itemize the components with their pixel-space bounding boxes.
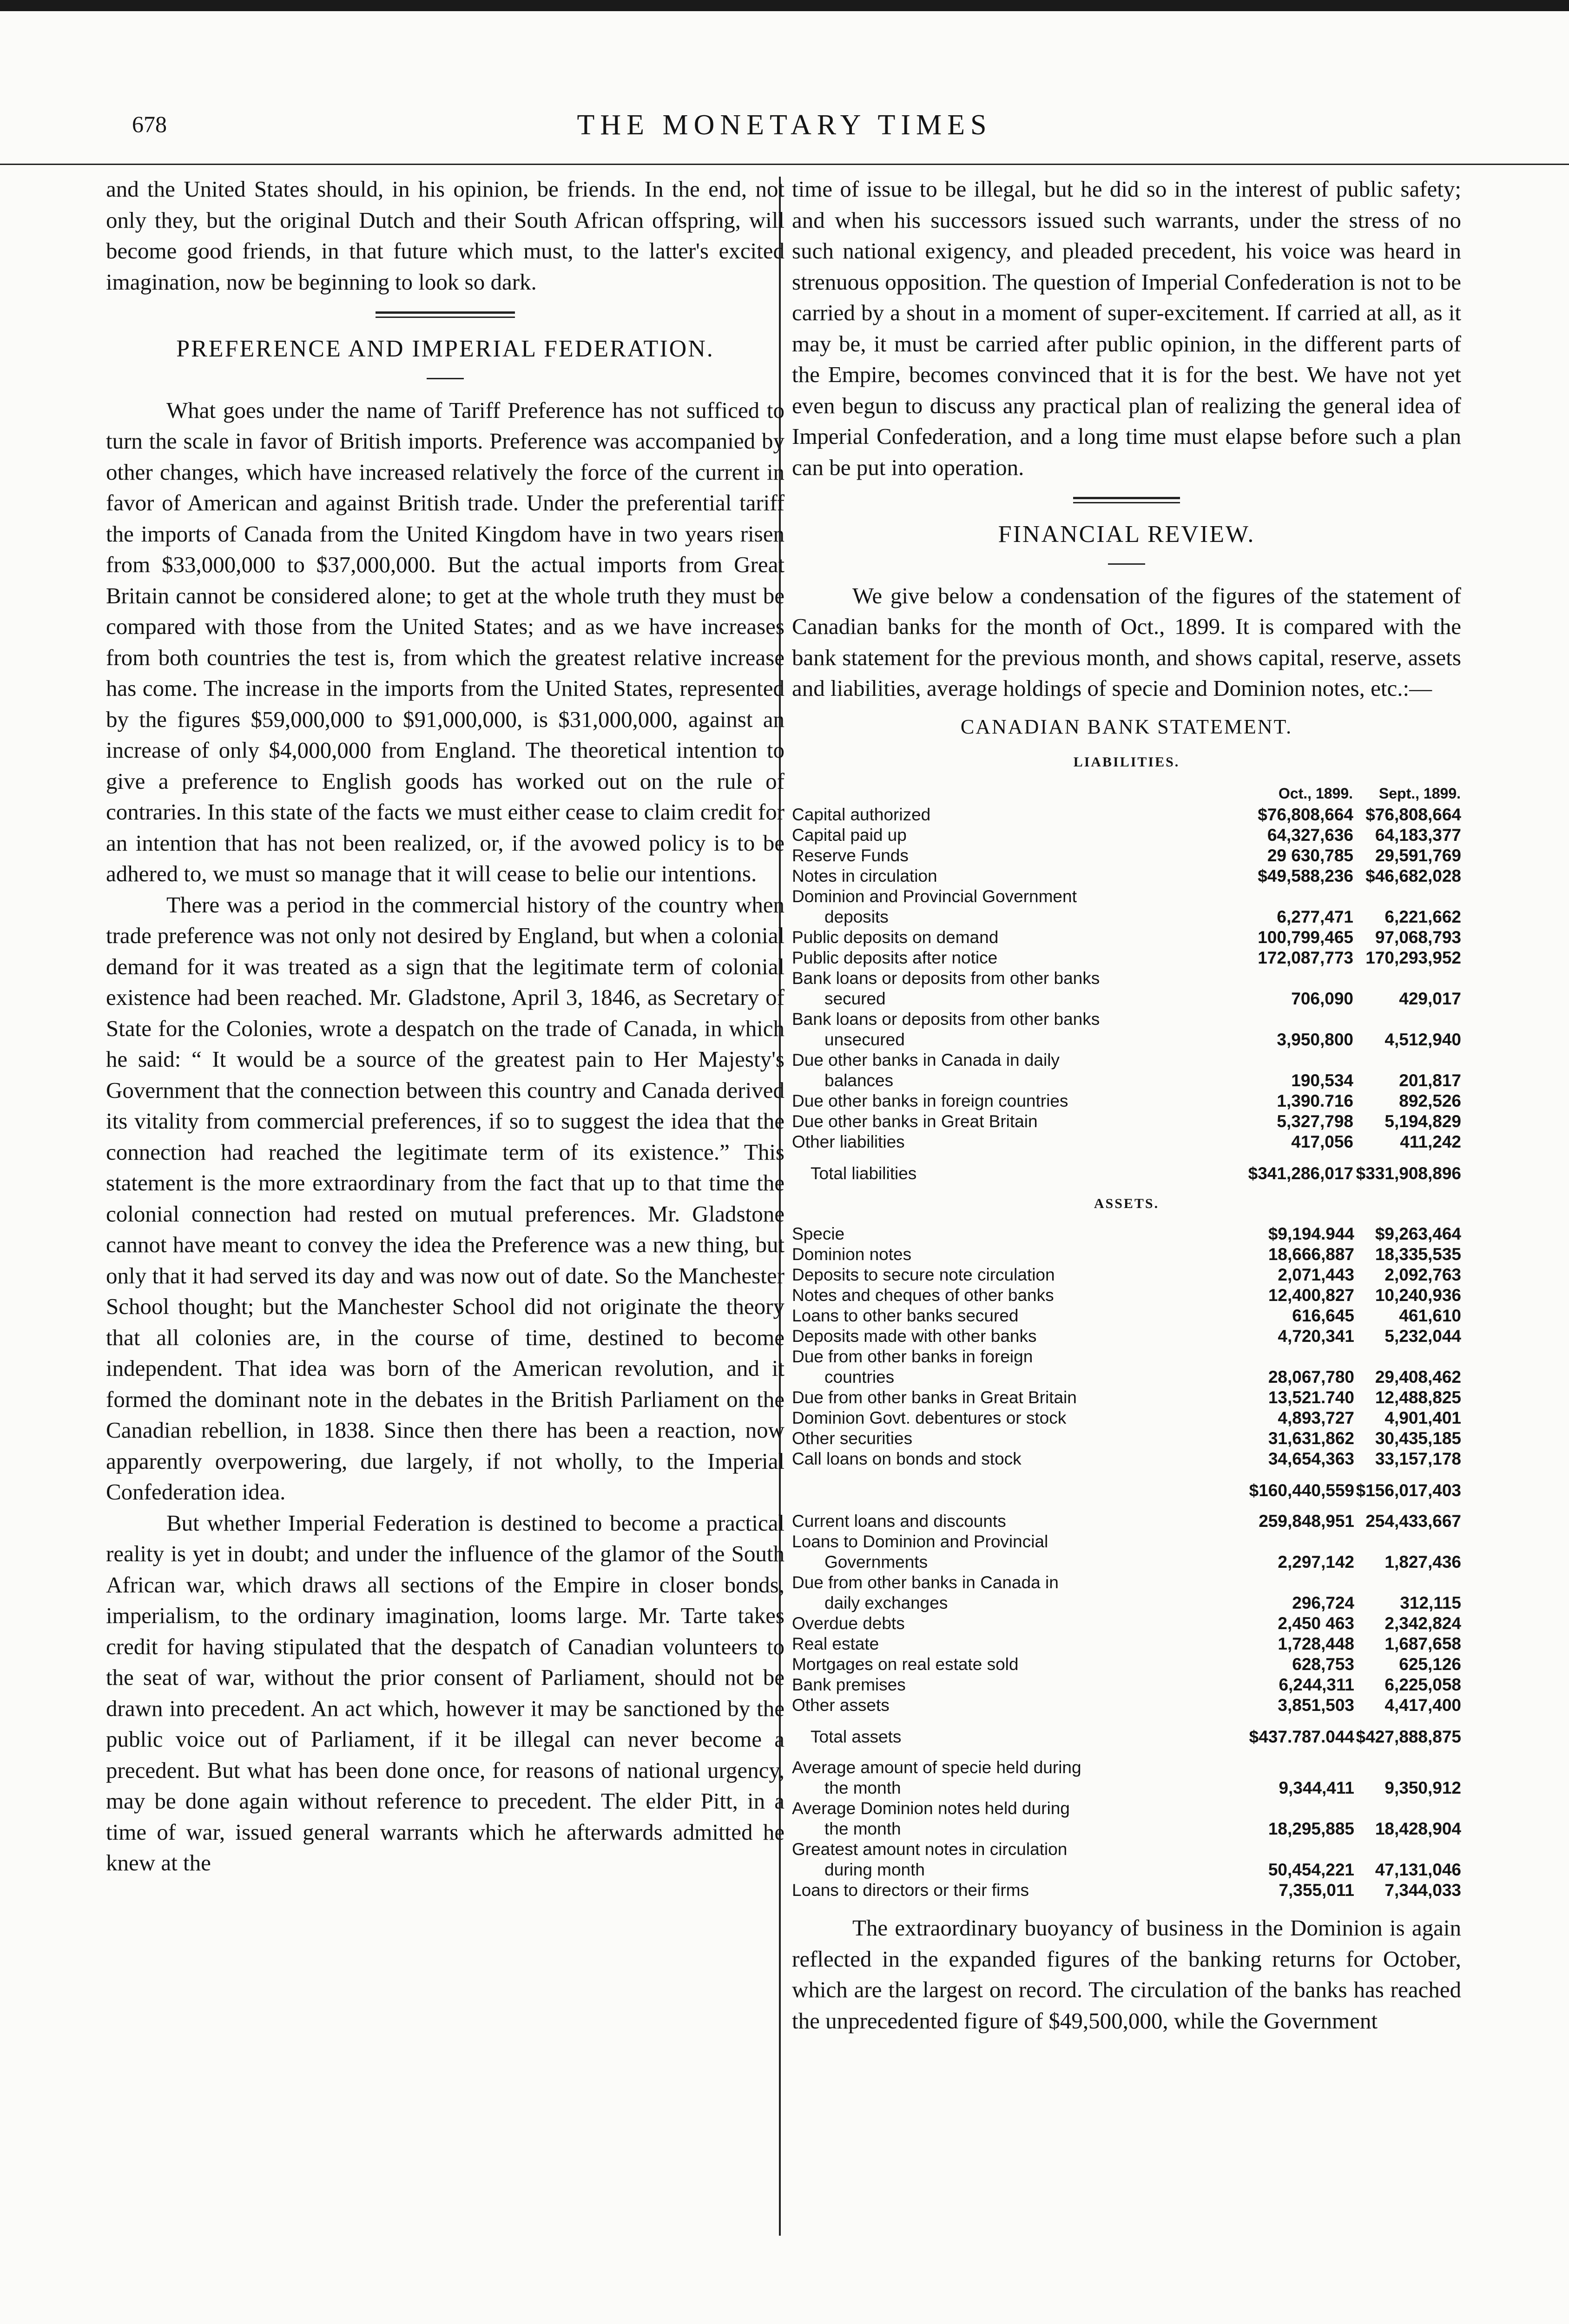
row-label: Overdue debts xyxy=(792,1614,905,1633)
table-row xyxy=(792,1593,1461,1613)
table-row xyxy=(792,1634,1461,1654)
row-label: the month xyxy=(824,1819,901,1838)
sept-value: 64,183,377 xyxy=(1375,825,1461,845)
row-label: Current loans and discounts xyxy=(792,1512,1006,1531)
table-row xyxy=(792,1347,1461,1367)
sept-value: 201,817 xyxy=(1399,1070,1461,1090)
row-label: Dominion Govt. debentures or stock xyxy=(792,1408,1067,1427)
table-row xyxy=(792,1091,1461,1111)
table-header-row xyxy=(792,783,1461,805)
bank-statement-title: CANADIAN BANK STATEMENT. xyxy=(960,715,1293,738)
paragraph: There was a period in the commercial history of the country when trade preference was not only not desired by England, but when a colonial demand for it was treated as a sign that the legitimate term of colonial existence had been reached. Mr. Gladstone, April 3, 1846, as Secretary of State for the Colonies, wrote a despatch on the trade of Canada, in which he said: “ It would be a source of the greatest pain to Her Majesty's Government that the connection between this country and Canada derived its vitality from commercial preferences, if so to suggest the idea that the connection had reached the legitimate term of its existence.” This statement is the more extraordinary from the fact that up to that time the colonial connection had rested on mutual preferences. Mr. Gladstone cannot have meant to convey the idea the Preference was a new thing, but only that it had served its day and was now out of date. So the Manchester School thought; but the Manchester School did not originate the theory that all colonies are, in the course of time, destined to become independent. That idea was born of the American revolution, and it formed the dominant note in the debates in the British Parliament on the Canadian rebellion, in 1838. Since then there has been a reaction, now apparently overpowering, due largely, if not wholly, to the Imperial Confederation idea. xyxy=(106,891,784,1505)
sept-value: 892,526 xyxy=(1399,1091,1461,1110)
oct-value: 50,454,221 xyxy=(1268,1860,1354,1879)
sept-value: 7,344,033 xyxy=(1384,1881,1461,1900)
table-row xyxy=(792,1880,1461,1901)
table-row xyxy=(792,1050,1461,1070)
table-row xyxy=(792,1367,1461,1387)
sept-value: 411,242 xyxy=(1400,1132,1461,1151)
table-row xyxy=(792,1030,1461,1050)
row-label: Due other banks in Canada in daily xyxy=(792,1050,1060,1070)
sept-value xyxy=(1353,1050,1461,1070)
sept-value: 33,157,178 xyxy=(1375,1449,1461,1468)
oct-value: 12,400,827 xyxy=(1268,1286,1354,1305)
table-row xyxy=(792,1428,1461,1449)
assets-heading: ASSETS. xyxy=(1094,1195,1160,1211)
table-row xyxy=(792,1675,1461,1695)
oct-value: 2,450 463 xyxy=(1278,1614,1354,1633)
oct-value: 6,244,311 xyxy=(1279,1675,1354,1694)
oct-value: 4,893,727 xyxy=(1278,1408,1354,1427)
table-row xyxy=(792,1449,1461,1469)
table-row xyxy=(792,1132,1461,1152)
oct-value: 2,071,443 xyxy=(1278,1265,1354,1284)
row-label: Public deposits on demand xyxy=(792,927,999,947)
row-label: Specie xyxy=(792,1224,845,1243)
sept-value: 47,131,046 xyxy=(1375,1860,1461,1879)
oct-value: 64,327,636 xyxy=(1267,825,1353,845)
liabilities-rows xyxy=(792,805,1461,1152)
oct-value xyxy=(1238,1757,1354,1778)
sept-value: 29,408,462 xyxy=(1375,1367,1461,1386)
sept-value: 18,335,535 xyxy=(1375,1245,1461,1264)
row-label: Bank loans or deposits from other banks xyxy=(792,1009,1100,1029)
oct-value: 259,848,951 xyxy=(1259,1512,1354,1531)
section-double-rule xyxy=(1073,497,1180,503)
sept-value: $76,808,664 xyxy=(1365,805,1461,824)
oct-value xyxy=(1238,1839,1354,1860)
oct-value xyxy=(1236,968,1353,989)
assets-table xyxy=(792,1224,1461,1901)
bank-statement-table xyxy=(792,783,1461,1184)
oct-value xyxy=(1238,1572,1354,1593)
sept-value: 5,194,829 xyxy=(1384,1111,1461,1131)
row-label: Reserve Funds xyxy=(792,845,909,865)
row-label: Due from other banks in Canada in xyxy=(792,1573,1059,1592)
sept-value: 4,417,400 xyxy=(1384,1696,1461,1715)
table-row xyxy=(792,805,1461,825)
row-label: Due from other banks in foreign xyxy=(792,1347,1033,1366)
table-row xyxy=(792,1244,1461,1265)
oct-value: 616,645 xyxy=(1292,1306,1354,1325)
assets-rows xyxy=(792,1224,1461,1469)
row-label: Dominion notes xyxy=(792,1245,912,1264)
sept-value: 5,232,044 xyxy=(1384,1327,1461,1346)
row-label: daily exchanges xyxy=(824,1593,948,1612)
row-label: Due from other banks in Great Britain xyxy=(792,1388,1077,1407)
row-label: Dominion and Provincial Government xyxy=(792,886,1077,906)
top-border xyxy=(0,0,1569,11)
oct-value: 100,799,465 xyxy=(1258,927,1353,947)
table-row xyxy=(792,1009,1461,1030)
oct-value: $160,440,559 xyxy=(1249,1481,1354,1500)
row-label: Average Dominion notes held during xyxy=(792,1799,1070,1818)
article-title-financial-review: FINANCIAL REVIEW. xyxy=(998,521,1255,548)
table-row xyxy=(792,1819,1461,1839)
row-label: secured xyxy=(824,989,886,1008)
oct-value: 706,090 xyxy=(1291,989,1353,1008)
averages-rows xyxy=(792,1757,1461,1901)
sept-value: $427,888,875 xyxy=(1356,1727,1461,1746)
sept-value xyxy=(1353,886,1461,907)
title-short-rule xyxy=(427,378,464,379)
table-row xyxy=(792,1408,1461,1428)
row-label: Loans to Dominion and Provincial xyxy=(792,1532,1048,1551)
row-label: Governments xyxy=(824,1552,928,1571)
table-row xyxy=(792,886,1461,907)
sept-value: 4,512,940 xyxy=(1384,1030,1461,1049)
row-label: Due other banks in foreign countries xyxy=(792,1091,1068,1110)
table-row xyxy=(792,1152,1461,1184)
table-row xyxy=(792,1839,1461,1860)
oct-value xyxy=(1236,886,1353,907)
sept-value: 312,115 xyxy=(1400,1593,1461,1612)
row-label: Capital paid up xyxy=(792,825,907,845)
oct-value: 628,753 xyxy=(1292,1655,1354,1674)
table-row xyxy=(792,948,1461,968)
column-header-oct: Oct., 1899. xyxy=(1278,785,1353,802)
section-double-rule xyxy=(376,311,515,318)
row-label: deposits xyxy=(824,907,889,926)
sept-value xyxy=(1354,1757,1461,1778)
row-label: Bank loans or deposits from other banks xyxy=(792,968,1100,988)
table-row xyxy=(792,866,1461,886)
sept-value: 1,687,658 xyxy=(1384,1634,1461,1653)
sept-value: 625,126 xyxy=(1399,1655,1461,1674)
row-label: Bank premises xyxy=(792,1675,906,1694)
oct-value: 6,277,471 xyxy=(1277,907,1353,926)
row-label: Average amount of specie held during xyxy=(792,1758,1081,1777)
row-label: Public deposits after notice xyxy=(792,948,998,967)
right-column xyxy=(792,174,1461,2036)
oct-value: 1,728,448 xyxy=(1278,1634,1354,1653)
masthead: THE MONETARY TIMES xyxy=(577,109,992,141)
row-label: Notes in circulation xyxy=(792,866,937,885)
sept-value: 10,240,936 xyxy=(1375,1286,1461,1305)
row-label: during month xyxy=(824,1860,925,1879)
row-label: balances xyxy=(824,1070,894,1090)
oct-value: 18,666,887 xyxy=(1268,1245,1354,1264)
sept-value xyxy=(1354,1572,1461,1593)
table-row xyxy=(792,1070,1461,1091)
table-row xyxy=(792,825,1461,845)
row-label: Deposits made with other banks xyxy=(792,1327,1037,1346)
paragraph: What goes under the name of Tariff Preference has not sufficed to turn the scale in favor of British imports. Preference was accompanied by other changes, which have increased relatively the force of the current in favor of American and against British trade. Under the preferential tariff the imports of Canada from the United Kingdom have in two years risen from $33,000,000 to $37,000,000. But the actual imports from Great Britain cannot be considered alone; to get at the whole truth they must be compared with those from the United States; and as we have increases from both countries the test is, from which the greatest relative increase has come. The increase in the imports from the United States, represented by the figures $59,000,000 to $91,000,000, is $31,000,000, against an increase of only $4,000,000 from England. The theoretical intention to give a preference to English goods has worked out on the rule of contraries. In this state of the facts we must either cease to claim credit for an intention that has not been realized, or, if the avowed policy is to be adhered to, we must so manage that it will cease to belie our intentions. xyxy=(106,397,784,886)
sept-value: 4,901,401 xyxy=(1384,1408,1461,1427)
sept-value: 254,433,667 xyxy=(1365,1512,1461,1531)
table-row xyxy=(792,1757,1461,1778)
row-label: Call loans on bonds and stock xyxy=(792,1449,1022,1468)
table-row xyxy=(792,845,1461,866)
sept-value: 461,610 xyxy=(1399,1306,1461,1325)
table-row xyxy=(792,1654,1461,1675)
sept-value: 6,225,058 xyxy=(1384,1675,1461,1694)
row-label: Other securities xyxy=(792,1429,913,1448)
oct-value: 1,390.716 xyxy=(1277,1091,1353,1110)
sept-value xyxy=(1354,1798,1461,1819)
row-label: Loans to directors or their firms xyxy=(792,1881,1029,1900)
oct-value: 5,327,798 xyxy=(1277,1111,1353,1131)
sept-value: 97,068,793 xyxy=(1375,927,1461,947)
oct-value: 417,056 xyxy=(1291,1132,1353,1151)
table-row xyxy=(792,1613,1461,1634)
column-header-sept: Sept., 1899. xyxy=(1378,785,1461,802)
oct-value: 4,720,341 xyxy=(1278,1327,1354,1346)
sept-value: 6,221,662 xyxy=(1384,907,1461,926)
table-row xyxy=(792,1111,1461,1132)
assets-total xyxy=(792,1716,1461,1757)
oct-value: 3,851,503 xyxy=(1278,1696,1354,1715)
closing-paragraph: The extraordinary buoyancy of business in the Dominion is again reflected in the expanded figures of the banking returns for October, which are the largest on record. The circulation of the banks has reached the unprecedented figure of $49,500,000, while the Government xyxy=(792,1915,1461,2034)
oct-value: 7,355,011 xyxy=(1279,1881,1354,1900)
liabilities-heading: LIABILITIES. xyxy=(1073,754,1180,770)
sept-value: 18,428,904 xyxy=(1375,1819,1461,1838)
row-label: Deposits to secure note circulation xyxy=(792,1265,1055,1284)
oct-value: 9,344,411 xyxy=(1279,1778,1354,1797)
table-row xyxy=(792,1798,1461,1819)
oct-value: 2,297,142 xyxy=(1278,1552,1354,1571)
sept-value xyxy=(1353,968,1461,989)
row-label: Due other banks in Great Britain xyxy=(792,1111,1038,1131)
left-column xyxy=(106,174,784,1879)
row-label: Total liabilities xyxy=(811,1163,917,1183)
oct-value xyxy=(1238,1532,1354,1552)
oct-value: $437.787.044 xyxy=(1249,1727,1354,1746)
sept-value xyxy=(1354,1347,1461,1367)
oct-value: 28,067,780 xyxy=(1268,1367,1354,1386)
assets-subtotal xyxy=(792,1469,1461,1511)
header-rule xyxy=(0,164,1569,165)
row-label: unsecured xyxy=(824,1030,905,1049)
sept-value: 9,350,912 xyxy=(1384,1778,1461,1797)
sept-value: $156,017,403 xyxy=(1356,1481,1461,1500)
oct-value: $341,286,017 xyxy=(1248,1163,1353,1183)
row-label: Other assets xyxy=(792,1696,890,1715)
table-row xyxy=(792,907,1461,927)
table-row xyxy=(792,1511,1461,1532)
row-label: Total assets xyxy=(811,1727,902,1746)
table-row xyxy=(792,1285,1461,1306)
table-row xyxy=(792,927,1461,948)
oct-value: 3,950,800 xyxy=(1277,1030,1353,1049)
intro-paragraph: and the United States should, in his opinion, be friends. In the end, not only they, but the original Dutch and their South African offspring, will become good friends, in that future which must, to the latter's excited imagination, now be beginning to look so dark. xyxy=(106,176,784,295)
row-label: Other liabilities xyxy=(792,1132,905,1151)
oct-value: 29 630,785 xyxy=(1267,845,1353,865)
oct-value: 190,534 xyxy=(1291,1070,1353,1090)
page-number: 678 xyxy=(132,111,167,137)
row-label: Notes and cheques of other banks xyxy=(792,1286,1054,1305)
table-row xyxy=(792,1532,1461,1552)
table-row xyxy=(792,1469,1461,1501)
table-row xyxy=(792,1695,1461,1716)
oct-value: 172,087,773 xyxy=(1258,948,1353,967)
paragraph: But whether Imperial Federation is destined to become a practical reality is yet in doubt; and under the influence of the glamor of the South African war, which draws all sections of the Empire in closer bonds, imperialism, to the ordinary imagination, looms large. Mr. Tarte takes credit for having stipulated that the despatch of Canadian volunteers to the seat of war, without the prior consent of Parliament, should not be drawn into precedent. An act which, however it may be sanctioned by the public voice out of Parliament, if it be illegal can never become a precedent. But what has been done once, for reasons of national urgency, may be done again without reference to precedent. The elder Pitt, in a time of war, issued general warrants which he afterwards admitted he knew at the xyxy=(106,1510,784,1875)
sept-value xyxy=(1353,1009,1461,1030)
sept-value: 12,488,825 xyxy=(1375,1388,1461,1407)
review-intro-paragraph: We give below a condensation of the figures of the statement of Canadian banks for the month of Oct., 1899. It is compared with the bank statement for the previous month, and shows capital, reserve, assets and liabilities, average holdings of specie and Dominion notes, etc.:— xyxy=(792,582,1461,701)
sept-value: 2,092,763 xyxy=(1384,1265,1461,1284)
assets-rows xyxy=(792,1511,1461,1716)
row-label: Greatest amount notes in circulation xyxy=(792,1840,1068,1859)
oct-value: 18,295,885 xyxy=(1268,1819,1354,1838)
table-row xyxy=(792,1306,1461,1326)
article-title-preference: PREFERENCE AND IMPERIAL FEDERATION. xyxy=(176,336,714,362)
table-row xyxy=(792,968,1461,989)
row-label: the month xyxy=(824,1778,901,1797)
sept-value: 30,435,185 xyxy=(1375,1429,1461,1448)
table-row xyxy=(792,1860,1461,1880)
table-row xyxy=(792,989,1461,1009)
sept-value: $46,682,028 xyxy=(1365,866,1461,885)
page-header xyxy=(0,111,1569,148)
row-label: countries xyxy=(824,1367,895,1386)
sept-value xyxy=(1354,1839,1461,1860)
sept-value: 2,342,824 xyxy=(1384,1614,1461,1633)
oct-value: $76,808,664 xyxy=(1258,805,1353,824)
oct-value: 296,724 xyxy=(1292,1593,1354,1612)
title-short-rule xyxy=(1108,563,1145,565)
table-row xyxy=(792,1716,1461,1747)
continuation-paragraph: time of issue to be illegal, but he did so in the interest of public safety; and when his successors issued such warrants, under the stress of no such national exigency, and pleaded precedent, his voice was heard in strenuous opposition. The question of Imperial Confederation is not to be carried by a shout in a moment of super-excitement. If carried at all, as it may be, it must be carried after public opinion, in the different parts of the Empire, becomes convinced that it is for the best. We have not yet even begun to discuss any practical plan of realizing the general idea of Imperial Confederation, and a long time must elapse before such a plan can be put into operation. xyxy=(792,176,1461,480)
oct-value: 34,654,363 xyxy=(1268,1449,1354,1468)
sept-value: 1,827,436 xyxy=(1384,1552,1461,1571)
oct-value: 13,521.740 xyxy=(1268,1388,1354,1407)
row-label: Real estate xyxy=(792,1634,879,1653)
table-row xyxy=(792,1387,1461,1408)
oct-value xyxy=(1236,1009,1353,1030)
oct-value: $49,588,236 xyxy=(1258,866,1353,885)
sept-value: 170,293,952 xyxy=(1365,948,1461,967)
table-row xyxy=(792,1552,1461,1572)
sept-value: $9,263,464 xyxy=(1375,1224,1461,1243)
sept-value: $331,908,896 xyxy=(1356,1163,1461,1183)
row-label: Mortgages on real estate sold xyxy=(792,1655,1019,1674)
sept-value xyxy=(1354,1532,1461,1552)
sept-value: 429,017 xyxy=(1399,989,1461,1008)
table-row xyxy=(792,1224,1461,1244)
oct-value xyxy=(1236,1050,1353,1070)
table-row xyxy=(792,1265,1461,1285)
oct-value xyxy=(1238,1798,1354,1819)
row-label: Capital authorized xyxy=(792,805,931,824)
sept-value: 29,591,769 xyxy=(1375,845,1461,865)
table-row xyxy=(792,1778,1461,1798)
oct-value: $9,194.944 xyxy=(1268,1224,1354,1243)
oct-value: 31,631,862 xyxy=(1268,1429,1354,1448)
table-row xyxy=(792,1326,1461,1347)
liabilities-total xyxy=(792,1152,1461,1184)
table-row xyxy=(792,1572,1461,1593)
oct-value xyxy=(1238,1347,1354,1367)
row-label: Loans to other banks secured xyxy=(792,1306,1019,1325)
